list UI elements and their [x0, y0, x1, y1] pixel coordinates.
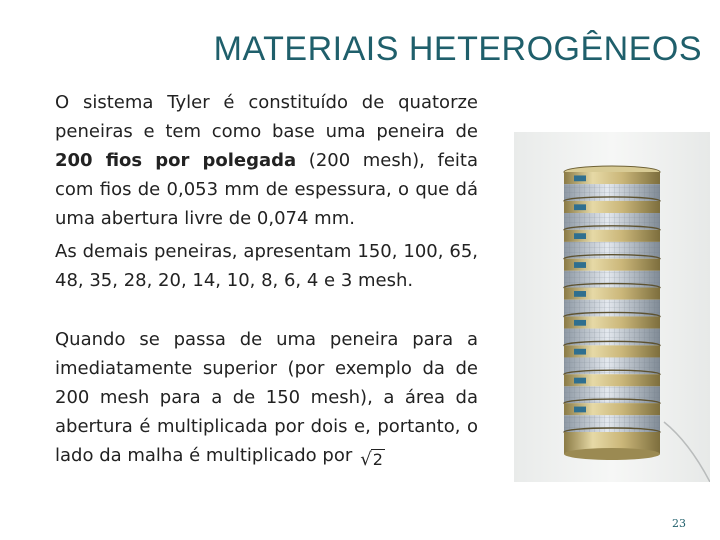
- table-edge: [664, 422, 710, 482]
- sieve-stack-photo: [514, 132, 710, 482]
- paragraph-other-sieves: As demais peneiras, apresentam 150, 100, 65, 48, 35, 28, 20, 14, 10, 8, 6, 4 e 3 mesh.: [55, 241, 478, 291]
- paragraph-mesh-ratio: [55, 325, 478, 474]
- sieve-base-rim: [564, 448, 660, 460]
- paragraph-1-start: O sistema Tyler é constituído de quatorze peneiras e tem como base uma peneira de: [55, 92, 478, 142]
- paragraph-3-text: Quando se passa de uma peneira para a imediatamente superior (por exemplo da de 200 mesh para a de 150 mesh), a área da abertura é multiplicada por dois e, portanto, o lado da malha é multiplicado por: [55, 329, 478, 466]
- paragraph-tyler-system: [55, 88, 478, 233]
- sieve-label: [574, 407, 586, 413]
- sieve-label: [574, 349, 586, 355]
- sieve-label: [574, 291, 586, 297]
- sieve-stack: [564, 166, 710, 482]
- sieve-stack-illustration: [514, 132, 710, 482]
- slide-title: MATERIAIS HETEROGÊNEOS: [213, 30, 702, 68]
- slide-body: [55, 88, 478, 474]
- page-number: 23: [672, 517, 686, 530]
- sieve-label: [574, 320, 586, 326]
- sieve-label: [574, 204, 586, 210]
- sieve-label: [574, 378, 586, 384]
- sieve-label: [574, 175, 586, 181]
- sqrt-two-formula: [360, 445, 385, 474]
- paragraph-1-bold: 200 fios por polegada: [55, 150, 297, 171]
- sieve-label: [574, 262, 586, 268]
- sqrt-value: 2: [372, 450, 383, 469]
- sqrt-symbol: √: [360, 449, 372, 470]
- paragraph-1-end: (200 mesh), feita com fios de 0,053 mm de espessura, o que dá uma abertura livre de 0,074 mm.: [55, 150, 478, 229]
- sieve-label: [574, 233, 586, 239]
